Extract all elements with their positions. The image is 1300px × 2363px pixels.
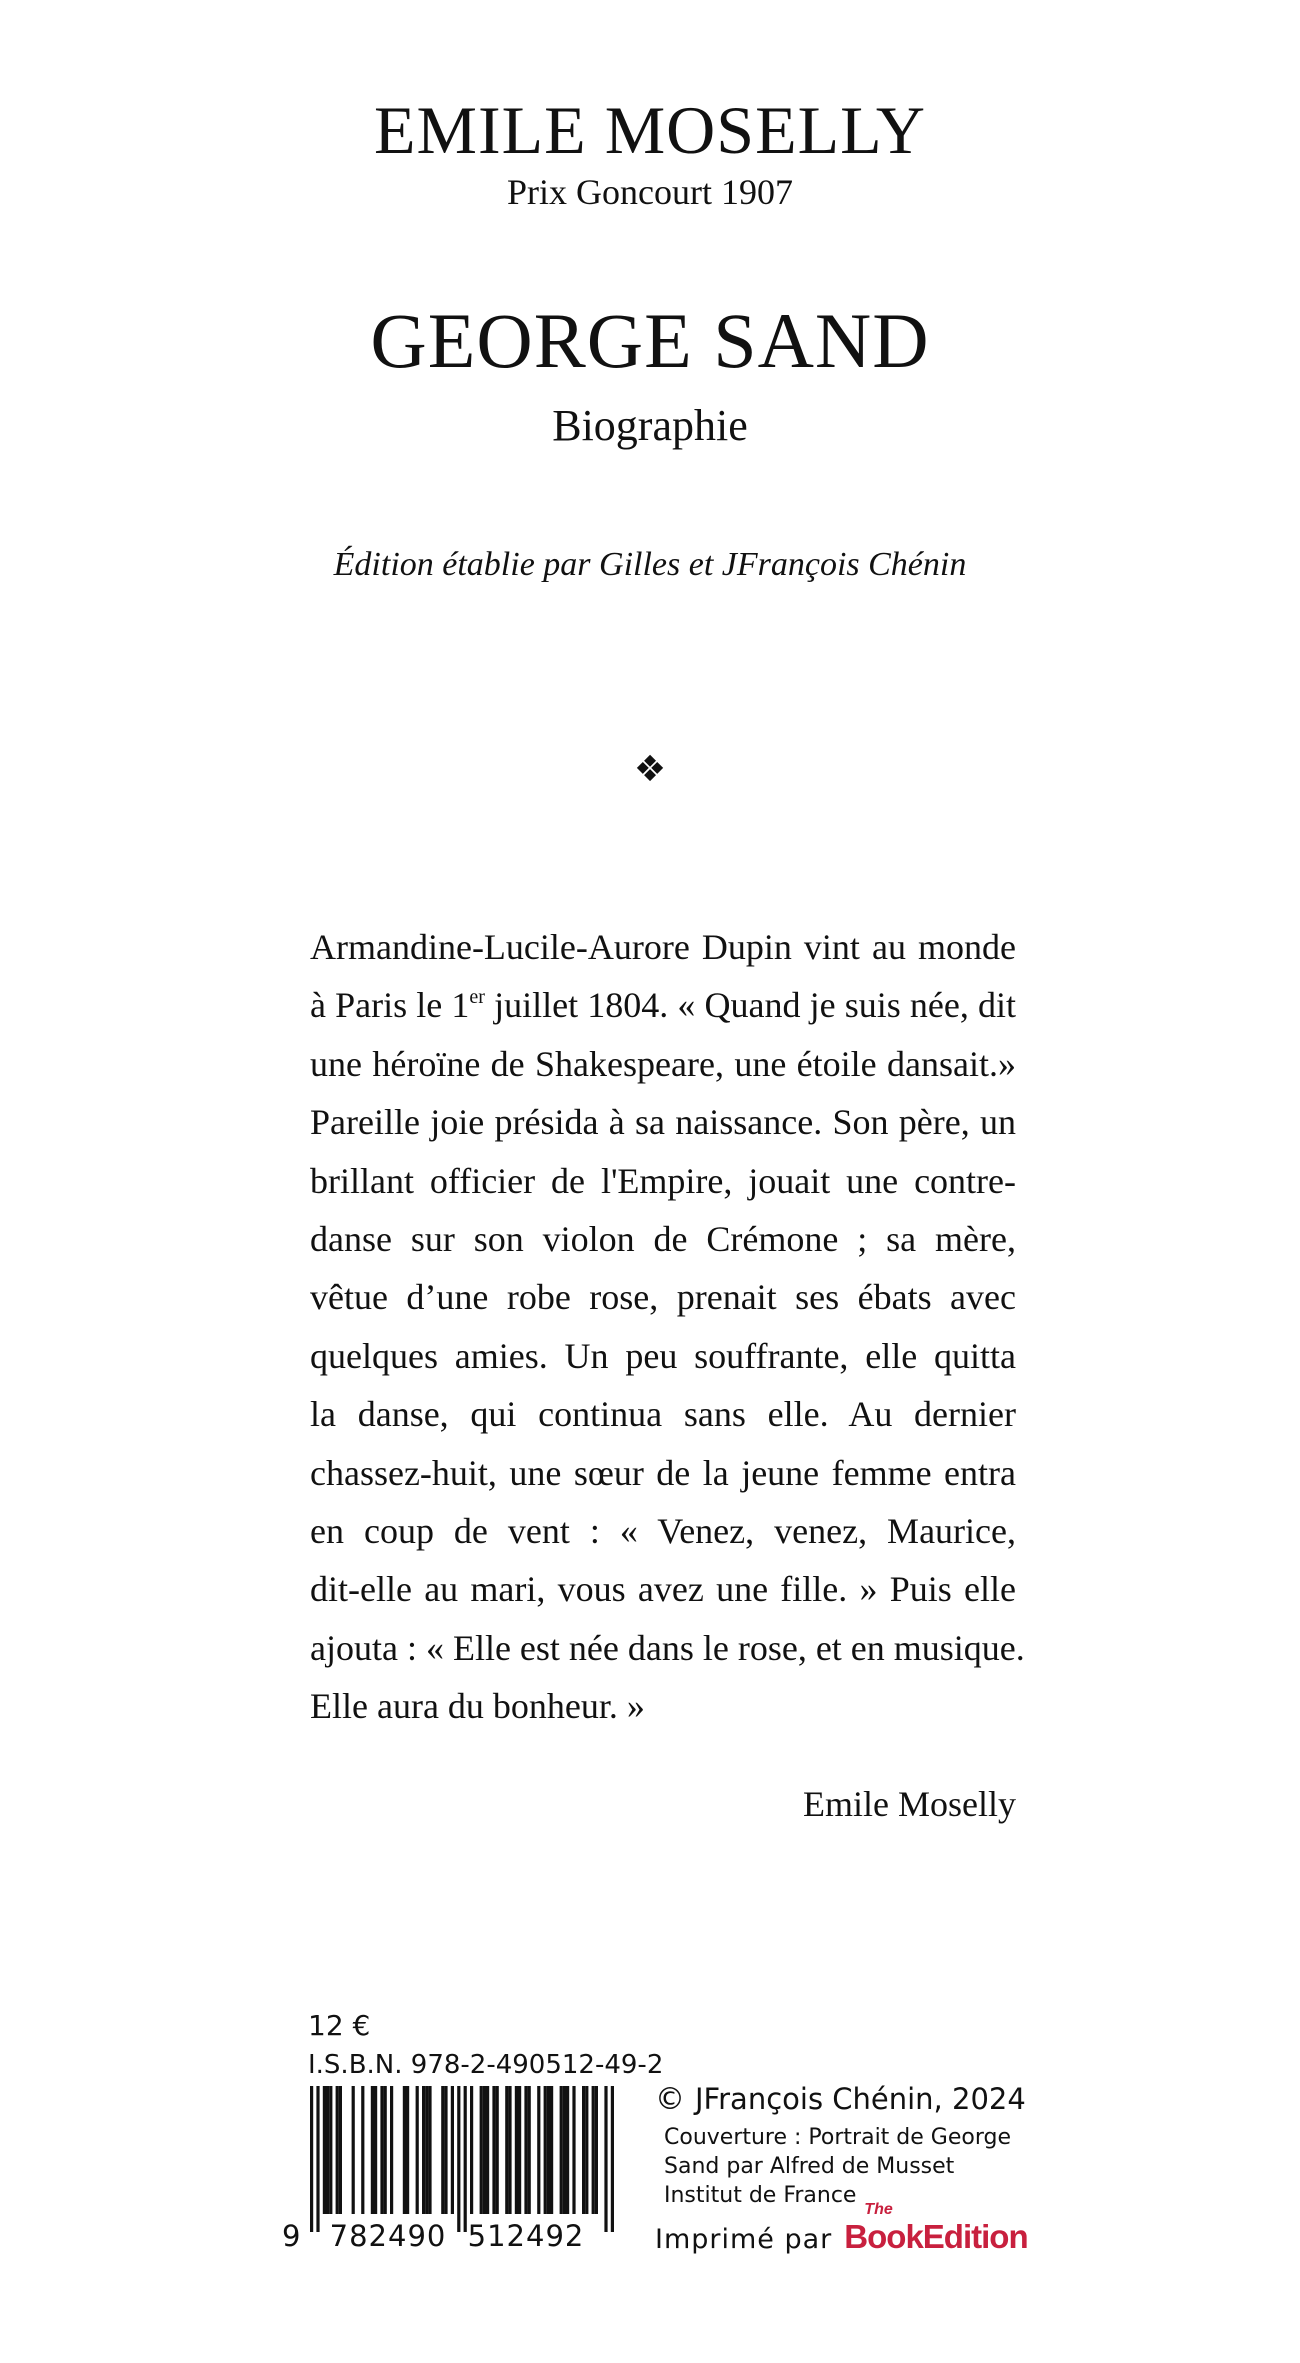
barcode-bars — [310, 2086, 614, 2232]
barcode-first-digit: 9 — [282, 2219, 301, 2250]
blurb-line: la danse, qui continua sans elle. Au dernier — [310, 1394, 1016, 1435]
barcode-bar — [492, 2086, 495, 2214]
barcode-bar — [428, 2086, 431, 2214]
barcode-bar — [547, 2086, 550, 2214]
isbn-barcode — [280, 2086, 630, 2250]
barcode-bar — [582, 2086, 585, 2214]
barcode-bar — [336, 2086, 339, 2214]
barcode-bar — [508, 2086, 511, 2214]
barcode-bar — [496, 2086, 499, 2214]
blurb-line: danse sur son violon de Crémone ; sa mère, — [310, 1218, 1016, 1259]
barcode-bar — [505, 2086, 508, 2214]
barcode-bar — [352, 2086, 355, 2214]
barcode-bar — [464, 2086, 467, 2232]
barcode-bar — [425, 2086, 428, 2214]
blurb-line: Pareille joie présida à sa naissance. Son père, un — [310, 1102, 1016, 1143]
barcode-bar — [544, 2086, 547, 2214]
author-prize: Prix Goncourt 1907 — [507, 172, 793, 212]
barcode-bar — [486, 2086, 489, 2214]
blurb-text: juillet 1804. « Quand je suis née, dit — [484, 985, 1016, 1026]
barcode-bar — [416, 2086, 419, 2214]
barcode-bar — [390, 2086, 393, 2214]
barcode-bar — [380, 2086, 383, 2214]
ornament-icon: ❖ — [633, 749, 667, 790]
barcode-bar — [422, 2086, 425, 2214]
barcode-bar — [595, 2086, 598, 2214]
cover-credit-line: Couverture : Portrait de George — [664, 2125, 1011, 2150]
barcode-bar — [371, 2086, 374, 2214]
blurb-line: en coup de vent : « Venez, venez, Maurice, — [310, 1510, 1016, 1551]
blurb-line: vêtue d’une robe rose, prenait ses ébats avec — [310, 1277, 1016, 1318]
blurb-line: brillant officier de l'Empire, jouait une contre- — [310, 1160, 1016, 1201]
barcode-bar — [316, 2086, 319, 2232]
bookedition-logo — [844, 2201, 1028, 2255]
barcode-bar — [537, 2086, 540, 2214]
barcode-bar — [406, 2086, 409, 2214]
barcode-bar — [560, 2086, 563, 2214]
barcode-bar — [515, 2086, 518, 2214]
blurb-text: à Paris le 1 — [310, 985, 470, 1026]
copyright-notice — [655, 2082, 1026, 2117]
barcode-bar — [585, 2086, 588, 2214]
edition-credit: Édition établie par Gilles et JFrançois Chénin — [333, 546, 967, 583]
barcode-bar — [528, 2086, 531, 2214]
blurb-line — [310, 976, 1016, 1034]
barcode-right-digits: 512492 — [467, 2219, 585, 2250]
barcode-graphic — [280, 2086, 630, 2250]
barcode-bar — [339, 2086, 342, 2214]
barcode-bar — [566, 2086, 569, 2214]
book-title: GEORGE SAND — [370, 297, 930, 384]
barcode-bar — [451, 2086, 454, 2214]
barcode-bar — [323, 2086, 326, 2214]
blurb-line: une héroïne de Shakespeare, une étoile dansait.» — [310, 1043, 1016, 1084]
copyright-icon: © — [655, 2082, 685, 2117]
back-cover-blurb — [310, 918, 1025, 1735]
barcode-bar — [310, 2086, 313, 2232]
barcode-bar — [361, 2086, 364, 2214]
barcode-bar — [518, 2086, 521, 2214]
price-label: 12 € — [308, 2009, 371, 2042]
cover-credit-line: Sand par Alfred de Musset — [664, 2154, 955, 2179]
barcode-bar — [374, 2086, 377, 2214]
barcode-bar — [470, 2086, 473, 2214]
barcode-bar — [329, 2086, 332, 2214]
barcode-bar — [441, 2086, 444, 2214]
blurb-line: dit-elle au mari, vous avez une fille. » Puis elle — [310, 1569, 1016, 1610]
book-subtitle: Biographie — [552, 401, 748, 450]
ordinal-superscript: er — [469, 986, 485, 1009]
barcode-bar — [444, 2086, 447, 2214]
blurb-line: Elle aura du bonheur. » — [310, 1686, 645, 1727]
blurb-line: quelques amies. Un peu souffrante, elle quitta — [310, 1335, 1016, 1376]
barcode-bar — [326, 2086, 329, 2214]
barcode-bar — [483, 2086, 486, 2214]
blurb-line: chassez-huit, une sœur de la jeune femme entra — [310, 1452, 1016, 1493]
blurb-line: ajouta : « Elle est née dans le rose, et en musique. — [310, 1627, 1025, 1668]
cover-credit — [664, 2123, 1084, 2210]
barcode-bar — [592, 2086, 595, 2214]
barcode-bar — [524, 2086, 527, 2214]
barcode-bar — [457, 2086, 460, 2232]
barcode-bar — [384, 2086, 387, 2214]
blurb-line: Armandine-Lucile-Aurore Dupin vint au monde — [310, 927, 1016, 967]
barcode-bar — [480, 2086, 483, 2214]
barcode-bar — [611, 2086, 614, 2232]
copyright-text: JFrançois Chénin, 2024 — [695, 2082, 1026, 2116]
barcode-bar — [572, 2086, 575, 2214]
printer-label: Imprimé par — [655, 2224, 833, 2255]
bookedition-logo-name: BookEdition — [844, 2218, 1028, 2255]
author-name: EMILE MOSELLY — [373, 92, 927, 168]
barcode-bar — [550, 2086, 553, 2214]
barcode-left-digits: 782490 — [329, 2219, 447, 2250]
barcode-bar — [604, 2086, 607, 2232]
isbn-label: I.S.B.N. 978-2-490512-49-2 — [308, 2050, 664, 2080]
cover-credit-line: Institut de France — [664, 2183, 857, 2208]
printer-credit — [655, 2201, 1028, 2255]
barcode-bar — [563, 2086, 566, 2214]
barcode-bar — [403, 2086, 406, 2214]
blurb-signature: Emile Moselly — [803, 1784, 1016, 1824]
bookedition-logo-the: The — [864, 2201, 893, 2218]
